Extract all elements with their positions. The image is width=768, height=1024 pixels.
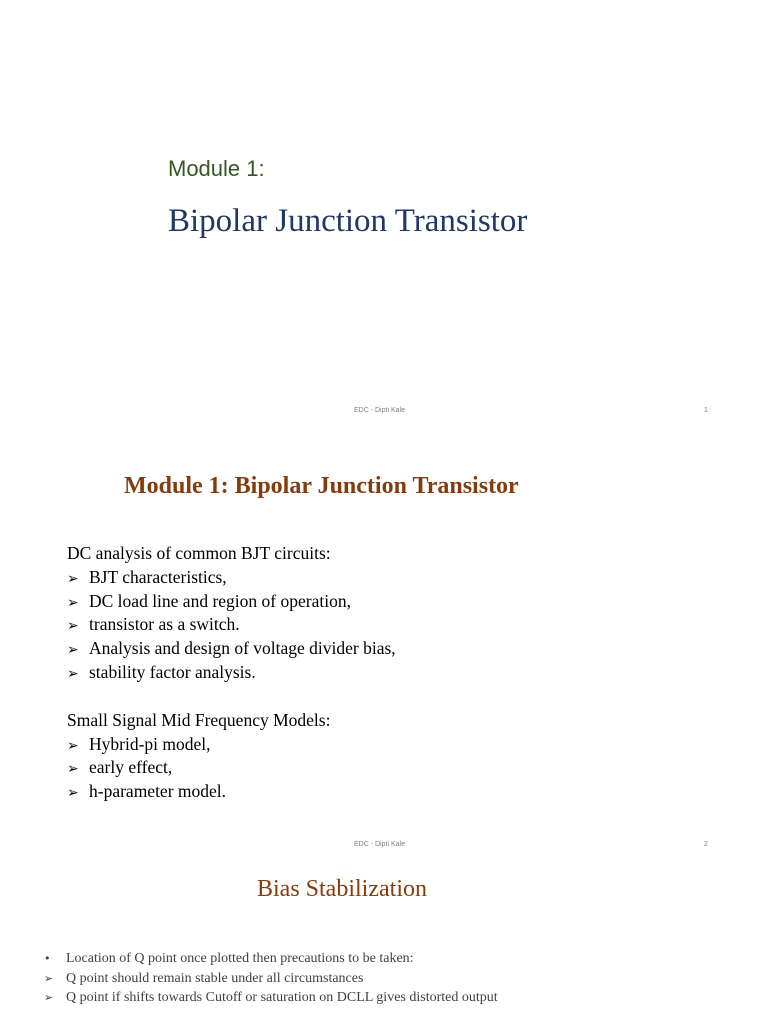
list-item: ➢ Hybrid-pi model, [67,733,396,757]
section-heading: DC analysis of common BJT circuits: [67,543,331,563]
slide-subtitle: Module 1: [168,156,265,181]
slide-footer: EDC - Dipti Kale [354,407,405,414]
list-item: ➢ transistor as a switch. [67,613,396,637]
arrowhead-bullet-icon: ➢ [67,761,79,778]
spacer [67,685,396,709]
list-item: ➢ h-parameter model. [67,780,396,804]
slide-body [67,542,396,804]
dot-bullet-icon: • [44,952,51,965]
slide-title: Module 1: Bipolar Junction Transistor [124,473,519,499]
list-item: • Location of Q point once plotted then precautions to be taken: [44,949,498,969]
arrowhead-bullet-icon: ➢ [67,594,79,611]
list-item: ➢ early effect, [67,756,396,780]
slide-3 [0,865,768,1024]
page-number: 1 [704,407,708,414]
arrowhead-bullet-icon: ➢ [44,991,54,1004]
list-item: ➢ DC load line and region of operation, [67,590,396,614]
arrowhead-bullet-icon: ➢ [67,642,79,659]
list-item: ➢ Q point if shifts towards Cutoff or saturation on DCLL gives distorted output [44,988,498,1008]
list-item: ➢ Q point should remain stable under all circumstances [44,969,498,989]
arrowhead-bullet-icon: ➢ [67,665,79,682]
slide-1 [0,0,768,432]
arrowhead-bullet-icon: ➢ [67,737,79,754]
arrowhead-bullet-icon: ➢ [44,971,54,985]
slide-title: Bipolar Junction Transistor [168,203,528,239]
page-number: 2 [704,841,708,848]
section-heading: Small Signal Mid Frequency Models: [67,709,331,730]
slide-title: Bias Stabilization [257,876,427,902]
slide-2 [0,432,768,865]
list-item: ➢ stability factor analysis. [67,661,396,685]
slide-body [44,949,498,1008]
list-item: ➢ BJT characteristics, [67,566,396,590]
arrowhead-bullet-icon: ➢ [67,618,79,635]
arrowhead-bullet-icon: ➢ [67,785,79,802]
list-item: ➢ Analysis and design of voltage divider bias, [67,637,396,661]
arrowhead-bullet-icon: ➢ [67,570,79,587]
slide-footer: EDC - Dipti Kale [354,841,405,848]
